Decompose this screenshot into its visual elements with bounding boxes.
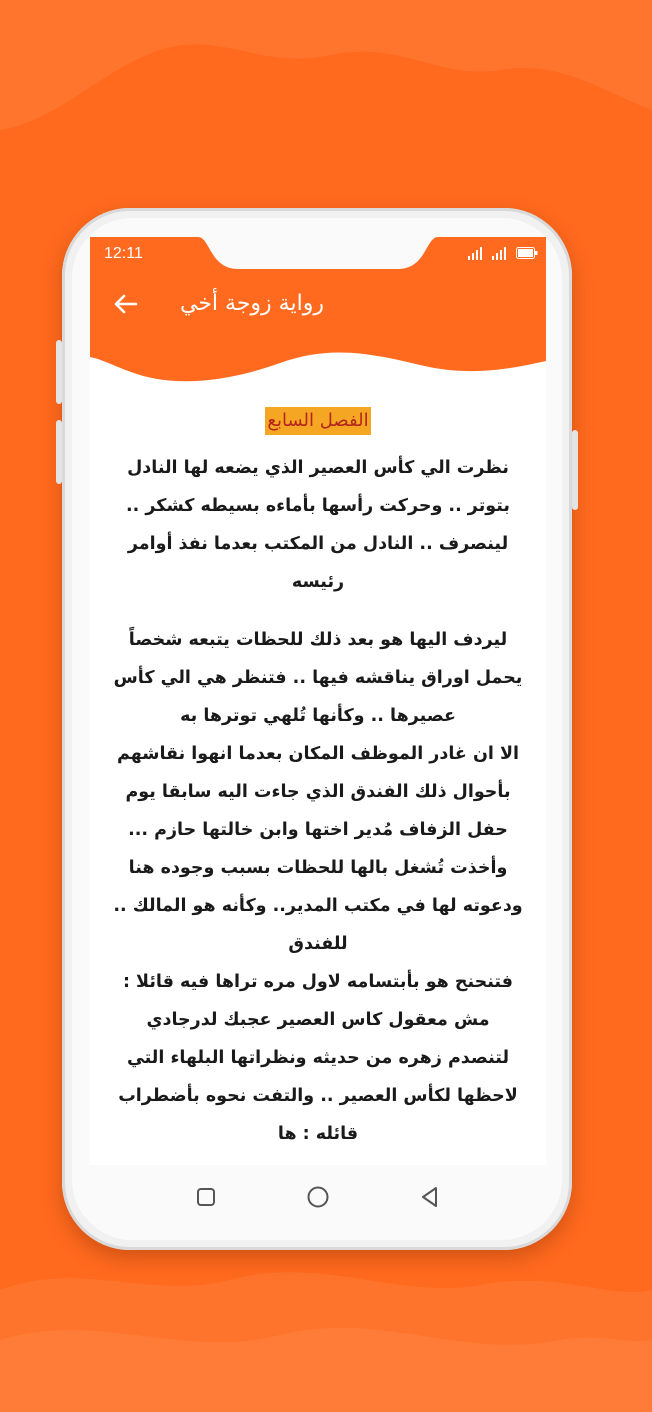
circle-home-icon[interactable]: [304, 1183, 332, 1211]
chapter-content: [90, 397, 546, 1153]
status-time: 12:11: [104, 245, 143, 262]
square-recent-icon[interactable]: [192, 1183, 220, 1211]
paragraph: فتنحنح هو بأبتسامه لاول مره تراها فيه قائلا : مش معقول كاس العصير عجبك لدرجادي: [122, 972, 514, 1030]
navigation-bar: [90, 1165, 546, 1227]
app-title: رواية زوجة أخي: [180, 291, 324, 316]
battery-icon: [516, 247, 538, 259]
chapter-title: الفصل السابع: [265, 407, 370, 435]
signal-icon: [468, 246, 486, 260]
signal-icon: [492, 246, 510, 260]
paragraph: ليردف اليها هو بعد ذلك للحظات يتبعه شخصاً يحمل اوراق يناقشه فيها .. فتنظر هي الي كأس عصيرها .. وكأنها تُلهي توترها به: [113, 630, 523, 726]
screen-notch: [198, 237, 438, 273]
paragraph: الا ان غادر الموظف المكان بعدما انهوا نقاشهم بأحوال ذلك الفندق الذي جاءت اليه سابقا يوم حفل الزفاف مُدير اختها وابن خالتها حازم ... وأخذت تُشغل بالها للحظات بسبب وجوده هنا ودعوته لها في مكتب المدير.. وكأنه هو المالك .. للفندق: [113, 744, 523, 954]
status-icons: [468, 246, 538, 260]
paragraph: نظرت الي كأس العصير الذي يضعه لها النادل بتوتر .. وحركت رأسها بأماءه بسيطه كشكر .. لينصرف .. النادل من المكتب بعدما نفذ أوامر رئيسه: [126, 458, 510, 592]
phone-side-button: [56, 420, 62, 484]
arrow-back-icon[interactable]: [110, 289, 140, 319]
app-bar-wave: [90, 341, 546, 393]
triangle-back-icon[interactable]: [416, 1183, 444, 1211]
app-screen: [90, 237, 546, 1165]
phone-side-button: [56, 340, 62, 404]
paragraph: لتنصدم زهره من حديثه ونظراتها البلهاء التي لاحظها لكأس العصير .. والتفت نحوه بأضطراب قائله : ها: [118, 1048, 518, 1144]
phone-power-button: [572, 430, 578, 510]
app-bar: [90, 273, 546, 345]
